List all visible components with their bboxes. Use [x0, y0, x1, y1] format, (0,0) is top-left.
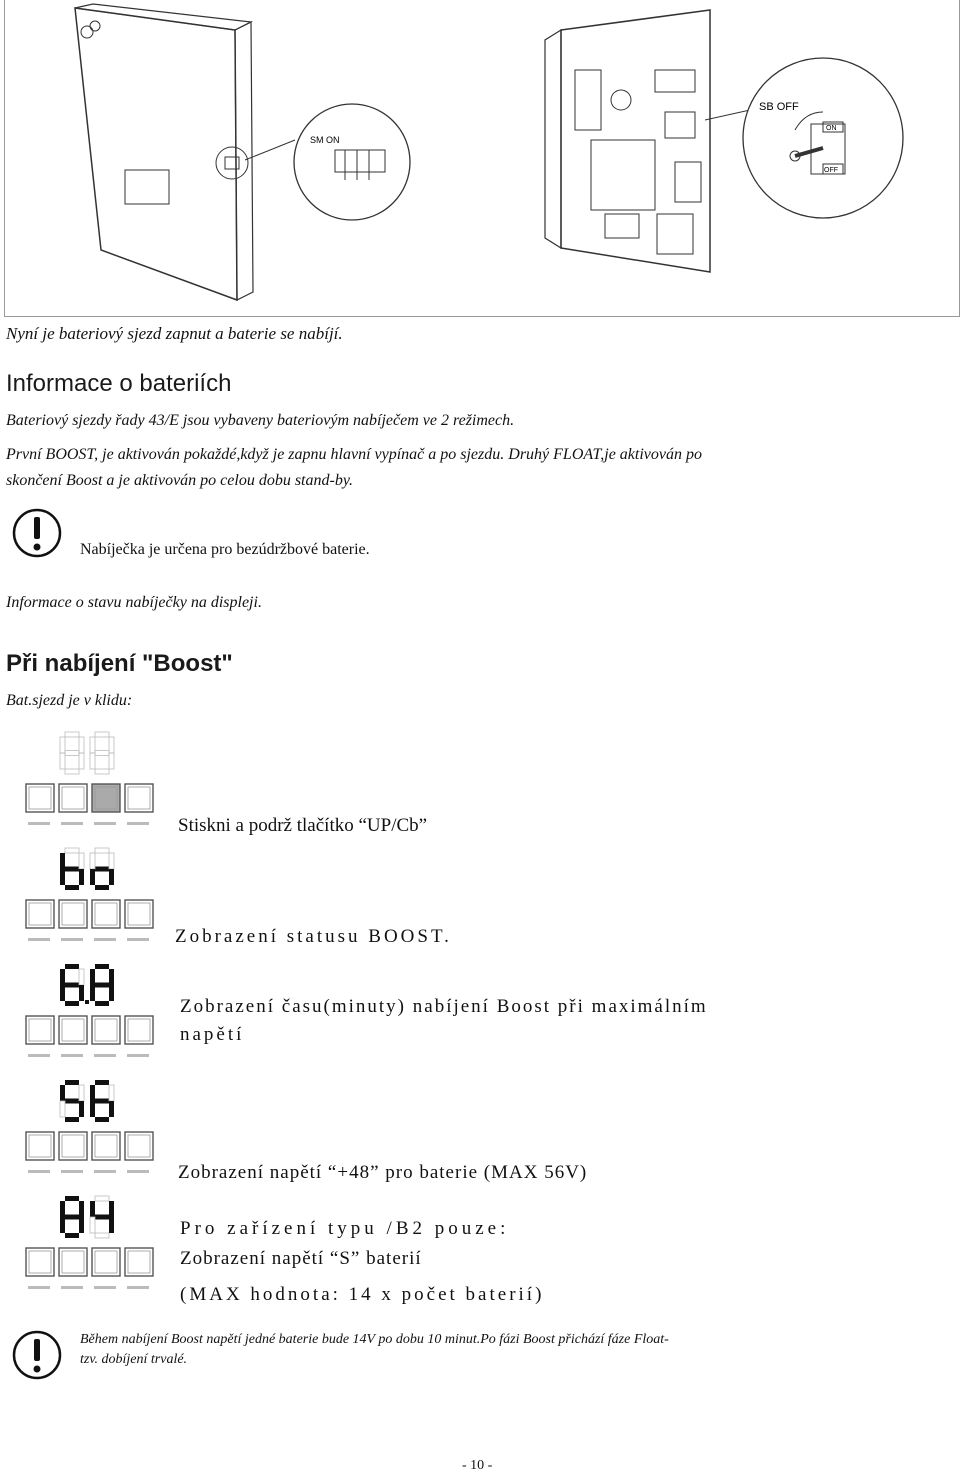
display-segment — [90, 985, 95, 1001]
display-segment — [95, 1215, 109, 1220]
display-button-label-mark — [94, 1286, 116, 1289]
display-button-label-mark — [94, 1170, 116, 1173]
seven-segment-display-4 — [24, 1078, 158, 1188]
display-button-3 — [92, 784, 120, 812]
display-segment — [109, 869, 114, 885]
display-segment — [60, 969, 65, 985]
display-segment — [60, 853, 65, 869]
display-segment — [95, 983, 109, 988]
display-segment — [65, 1196, 79, 1201]
display-segment — [95, 1080, 109, 1085]
seven-segment-display-5 — [24, 1194, 158, 1304]
display-button-label-mark — [61, 1170, 83, 1173]
display-button-inner — [128, 1251, 150, 1273]
display-button-inner — [29, 1019, 51, 1041]
display-button-4 — [125, 1132, 153, 1160]
display-segment — [60, 1101, 65, 1117]
display-segment — [65, 885, 79, 890]
display-segment — [65, 1080, 79, 1085]
display-button-label-mark — [28, 1054, 50, 1057]
display-button-3 — [92, 900, 120, 928]
display-button-1 — [26, 784, 54, 812]
display-segment — [65, 964, 79, 969]
off-label: OFF — [824, 167, 838, 174]
display-segment — [65, 848, 79, 853]
display-segment — [60, 1201, 65, 1217]
display-button-label-mark — [127, 1170, 149, 1173]
display-segment — [90, 737, 95, 753]
display-segment — [95, 1001, 109, 1006]
cabinet-illustration — [4, 0, 960, 317]
display-button-inner — [29, 787, 51, 809]
display-button-label-mark — [61, 822, 83, 825]
display-button-label-mark — [94, 822, 116, 825]
display-caption-1: Stiskni a podrž tlačítko “UP/Cb” — [178, 815, 428, 836]
display-segment — [60, 1217, 65, 1233]
display-button-2 — [59, 1016, 87, 1044]
display-segment — [95, 848, 109, 853]
sb-off-label: SB OFF — [759, 101, 799, 113]
display-segment — [65, 1117, 79, 1122]
sm-on-label: SM ON — [310, 135, 340, 145]
warning-icon — [12, 508, 62, 558]
display-button-label-mark — [94, 938, 116, 941]
display-button-4 — [125, 900, 153, 928]
display-segment — [95, 1099, 109, 1104]
display-segment — [95, 885, 109, 890]
warning-icon — [12, 1330, 62, 1380]
display-button-1 — [26, 1132, 54, 1160]
seven-segment-display-3 — [24, 962, 158, 1072]
warning-text: Nabíječka je určena pro bezúdržbové baterie. — [80, 541, 370, 558]
display-info-text: Informace o stavu nabíječky na displeji. — [6, 594, 262, 611]
display-caption-3: Zobrazení času(minuty) nabíjení Boost při maximálním — [180, 996, 708, 1017]
display-button-label-mark — [28, 1286, 50, 1289]
display-segment — [90, 969, 95, 985]
display-button-2 — [59, 1132, 87, 1160]
display-segment — [79, 737, 84, 753]
display-button-label-mark — [28, 938, 50, 941]
display-segment — [109, 1101, 114, 1117]
seven-segment-display-2 — [24, 846, 158, 956]
display-segment — [65, 1215, 79, 1220]
display-button-inner — [62, 1019, 84, 1041]
display-segment — [109, 737, 114, 753]
display-segment — [90, 1101, 95, 1117]
display-segment — [60, 869, 65, 885]
page-number: - 10 - — [462, 1458, 493, 1473]
display-button-inner — [62, 787, 84, 809]
display-segment — [109, 753, 114, 769]
display-button-inner — [29, 1135, 51, 1157]
display-button-3 — [92, 1132, 120, 1160]
display-button-label-mark — [127, 938, 149, 941]
display-segment — [79, 1101, 84, 1117]
display-button-2 — [59, 1248, 87, 1276]
display-segment — [95, 769, 109, 774]
display-segment — [90, 869, 95, 885]
display-caption-5c: (MAX hodnota: 14 x počet baterií) — [180, 1284, 545, 1305]
display-segment — [90, 1201, 95, 1217]
display-button-label-mark — [127, 1054, 149, 1057]
display-button-inner — [29, 903, 51, 925]
display-button-label-mark — [61, 938, 83, 941]
on-label: ON — [826, 125, 837, 132]
display-button-inner — [128, 787, 150, 809]
display-button-inner — [95, 903, 117, 925]
display-button-1 — [26, 1248, 54, 1276]
display-segment — [95, 1117, 109, 1122]
display-button-1 — [26, 1016, 54, 1044]
display-segment — [60, 1085, 65, 1101]
display-button-inner — [95, 1135, 117, 1157]
display-button-inner — [62, 1251, 84, 1273]
display-button-3 — [92, 1248, 120, 1276]
display-segment — [90, 753, 95, 769]
display-caption-3b: napětí — [180, 1024, 245, 1045]
display-segment — [90, 853, 95, 869]
display-button-label-mark — [61, 1054, 83, 1057]
display-button-inner — [29, 1251, 51, 1273]
display-button-1 — [26, 900, 54, 928]
display-segment — [79, 1085, 84, 1101]
display-button-inner — [62, 1135, 84, 1157]
display-button-inner — [128, 1019, 150, 1041]
display-button-label-mark — [127, 1286, 149, 1289]
display-segment — [79, 985, 84, 1001]
display-segment — [65, 983, 79, 988]
display-button-label-mark — [94, 1054, 116, 1057]
section1-line3: skončení Boost a je aktivován po celou dobu stand-by. — [6, 472, 354, 489]
intro-text: Nyní je bateriový sjezd zapnut a baterie se nabíjí. — [6, 324, 343, 343]
display-segment — [95, 867, 109, 872]
display-segment — [60, 737, 65, 753]
display-segment — [79, 869, 84, 885]
display-segment — [95, 751, 109, 756]
display-segment — [95, 964, 109, 969]
display-button-4 — [125, 1016, 153, 1044]
display-segment — [109, 1217, 114, 1233]
display-segment — [79, 969, 84, 985]
section1-title: Informace o bateriích — [6, 370, 232, 397]
display-segment — [65, 751, 79, 756]
display-segment — [109, 969, 114, 985]
display-dot — [85, 1000, 89, 1004]
footer-warning-line1: Během nabíjení Boost napětí jedné baterie bude 14V po dobu 10 minut.Po fázi Boost přichází fáze Float- — [80, 1332, 669, 1347]
display-segment — [65, 732, 79, 737]
display-segment — [109, 1085, 114, 1101]
display-button-label-mark — [28, 822, 50, 825]
display-button-inner — [128, 1135, 150, 1157]
display-button-4 — [125, 784, 153, 812]
section1-line1: Bateriový sjezdy řady 43/E jsou vybaveny bateriovým nabíječem ve 2 režimech. — [6, 412, 515, 429]
display-button-inner — [95, 1019, 117, 1041]
display-segment — [79, 853, 84, 869]
display-segment — [79, 753, 84, 769]
section2-sub: Bat.sjezd je v klidu: — [6, 692, 133, 709]
display-segment — [60, 985, 65, 1001]
display-segment — [90, 1217, 95, 1233]
display-segment — [60, 753, 65, 769]
display-button-3 — [92, 1016, 120, 1044]
display-caption-2: Zobrazení statusu BOOST. — [175, 926, 452, 947]
display-segment — [109, 985, 114, 1001]
display-button-label-mark — [127, 822, 149, 825]
display-button-label-mark — [61, 1286, 83, 1289]
display-segment — [65, 867, 79, 872]
section2-title: Při nabíjení "Boost" — [6, 650, 233, 677]
display-segment — [109, 1201, 114, 1217]
display-caption-5b: Zobrazení napětí “S” baterií — [180, 1248, 422, 1269]
display-segment — [95, 1196, 109, 1201]
footer-warning-line2: tzv. dobíjení trvalé. — [80, 1352, 188, 1367]
seven-segment-display-1 — [24, 730, 158, 840]
display-button-2 — [59, 784, 87, 812]
display-segment — [95, 1233, 109, 1238]
display-segment — [65, 1099, 79, 1104]
display-segment — [79, 1217, 84, 1233]
section1-line2: První BOOST, je aktivován pokaždé,když je zapnu hlavní vypínač a po sjezdu. Druhý FLOAT,je aktivován po — [6, 446, 702, 463]
display-button-2 — [59, 900, 87, 928]
display-segment — [65, 1233, 79, 1238]
display-button-label-mark — [28, 1170, 50, 1173]
display-segment — [90, 1085, 95, 1101]
display-caption-4: Zobrazení napětí “+48” pro baterie (MAX 56V) — [178, 1162, 588, 1183]
display-segment — [109, 853, 114, 869]
display-button-inner — [95, 1251, 117, 1273]
display-caption-5: Pro zařízení typu /B2 pouze: — [180, 1218, 510, 1239]
display-segment — [65, 1001, 79, 1006]
display-segment — [95, 732, 109, 737]
display-segment — [79, 1201, 84, 1217]
display-button-inner — [128, 903, 150, 925]
display-button-4 — [125, 1248, 153, 1276]
display-segment — [65, 769, 79, 774]
display-button-inner — [62, 903, 84, 925]
